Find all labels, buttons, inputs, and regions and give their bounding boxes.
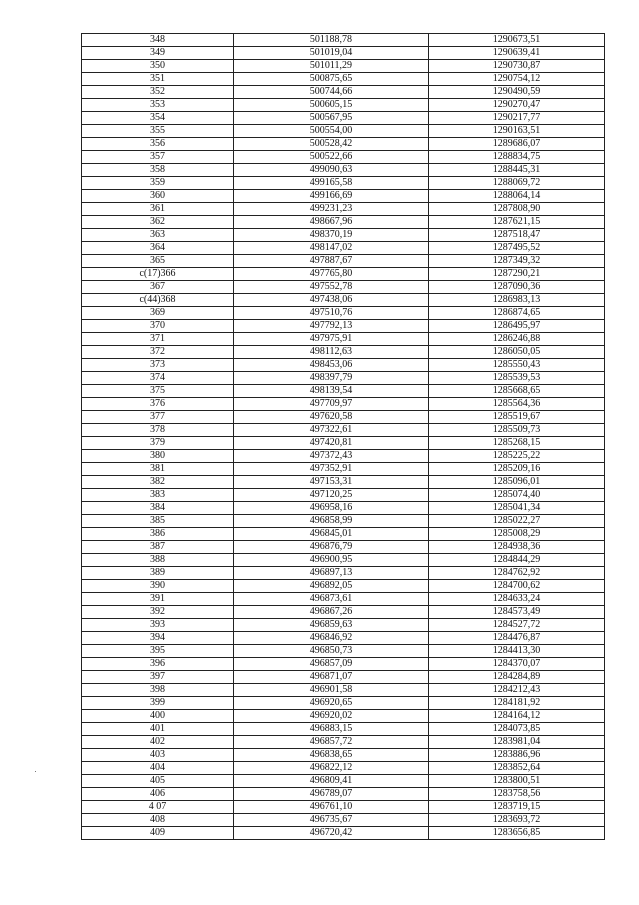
table-row [82, 658, 605, 671]
x-coordinate-cell: 496873,61 [234, 593, 429, 606]
point-number-cell: 392 [82, 606, 234, 619]
y-coordinate-cell: 1285668,65 [429, 385, 605, 398]
point-number-cell: 386 [82, 528, 234, 541]
y-coordinate-cell: 1290730,87 [429, 60, 605, 73]
point-number-cell: 354 [82, 112, 234, 125]
table-row [82, 138, 605, 151]
x-coordinate-cell: 496958,16 [234, 502, 429, 515]
table-row [82, 73, 605, 86]
table-row [82, 372, 605, 385]
y-coordinate-cell: 1284476,87 [429, 632, 605, 645]
x-coordinate-cell: 499090,63 [234, 164, 429, 177]
table-row [82, 632, 605, 645]
x-coordinate-cell: 496920,02 [234, 710, 429, 723]
point-number-cell: 370 [82, 320, 234, 333]
y-coordinate-cell: 1285509,73 [429, 424, 605, 437]
y-coordinate-cell: 1287290,21 [429, 268, 605, 281]
x-coordinate-cell: 496871,07 [234, 671, 429, 684]
table-row [82, 671, 605, 684]
y-coordinate-cell: 1288834,75 [429, 151, 605, 164]
x-coordinate-cell: 498667,96 [234, 216, 429, 229]
x-coordinate-cell: 497420,81 [234, 437, 429, 450]
y-coordinate-cell: 1286983,13 [429, 294, 605, 307]
point-number-cell: 362 [82, 216, 234, 229]
point-number-cell: 376 [82, 398, 234, 411]
y-coordinate-cell: 1283758,56 [429, 788, 605, 801]
point-number-cell: 371 [82, 333, 234, 346]
table-row [82, 788, 605, 801]
x-coordinate-cell: 498370,19 [234, 229, 429, 242]
point-number-cell: 409 [82, 827, 234, 840]
point-number-cell: 349 [82, 47, 234, 60]
table-row [82, 34, 605, 47]
table-row [82, 47, 605, 60]
point-number-cell: 405 [82, 775, 234, 788]
x-coordinate-cell: 498147,02 [234, 242, 429, 255]
point-number-cell: 4 07 [82, 801, 234, 814]
table-row [82, 385, 605, 398]
point-number-cell: 357 [82, 151, 234, 164]
table-row [82, 307, 605, 320]
y-coordinate-cell: 1285022,27 [429, 515, 605, 528]
table-row [82, 203, 605, 216]
point-number-cell: 400 [82, 710, 234, 723]
point-number-cell: 358 [82, 164, 234, 177]
y-coordinate-cell: 1283800,51 [429, 775, 605, 788]
point-number-cell: 365 [82, 255, 234, 268]
table-row [82, 229, 605, 242]
y-coordinate-cell: 1289686,07 [429, 138, 605, 151]
x-coordinate-cell: 497552,78 [234, 281, 429, 294]
table-row [82, 749, 605, 762]
table-row [82, 541, 605, 554]
y-coordinate-cell: 1284284,89 [429, 671, 605, 684]
point-number-cell: 348 [82, 34, 234, 47]
table-row [82, 359, 605, 372]
x-coordinate-cell: 498112,63 [234, 346, 429, 359]
x-coordinate-cell: 496857,09 [234, 658, 429, 671]
y-coordinate-cell: 1284762,92 [429, 567, 605, 580]
x-coordinate-cell: 497322,61 [234, 424, 429, 437]
point-number-cell: 361 [82, 203, 234, 216]
table-row [82, 502, 605, 515]
x-coordinate-cell: 500554,00 [234, 125, 429, 138]
point-number-cell: 396 [82, 658, 234, 671]
table-row [82, 814, 605, 827]
point-number-cell: 377 [82, 411, 234, 424]
y-coordinate-cell: 1284633,24 [429, 593, 605, 606]
point-number-cell: 356 [82, 138, 234, 151]
point-number-cell: 404 [82, 762, 234, 775]
coordinate-table-body [82, 34, 605, 840]
table-row [82, 242, 605, 255]
y-coordinate-cell: 1283886,96 [429, 749, 605, 762]
x-coordinate-cell: 497765,80 [234, 268, 429, 281]
y-coordinate-cell: 1283852,64 [429, 762, 605, 775]
point-number-cell: 394 [82, 632, 234, 645]
x-coordinate-cell: 501188,78 [234, 34, 429, 47]
y-coordinate-cell: 1287621,15 [429, 216, 605, 229]
coordinate-table [81, 33, 605, 840]
table-row [82, 424, 605, 437]
y-coordinate-cell: 1284212,43 [429, 684, 605, 697]
y-coordinate-cell: 1285225,22 [429, 450, 605, 463]
x-coordinate-cell: 496761,10 [234, 801, 429, 814]
table-row [82, 580, 605, 593]
x-coordinate-cell: 497510,76 [234, 307, 429, 320]
x-coordinate-cell: 496883,15 [234, 723, 429, 736]
point-number-cell: 402 [82, 736, 234, 749]
table-row [82, 411, 605, 424]
table-row [82, 554, 605, 567]
y-coordinate-cell: 1285550,43 [429, 359, 605, 372]
point-number-cell: 385 [82, 515, 234, 528]
x-coordinate-cell: 496850,73 [234, 645, 429, 658]
x-coordinate-cell: 497975,91 [234, 333, 429, 346]
y-coordinate-cell: 1284573,49 [429, 606, 605, 619]
y-coordinate-cell: 1287495,52 [429, 242, 605, 255]
y-coordinate-cell: 1287808,90 [429, 203, 605, 216]
table-row [82, 151, 605, 164]
table-row [82, 723, 605, 736]
x-coordinate-cell: 497372,43 [234, 450, 429, 463]
x-coordinate-cell: 500744,66 [234, 86, 429, 99]
point-number-cell: 374 [82, 372, 234, 385]
table-row [82, 177, 605, 190]
y-coordinate-cell: 1287349,32 [429, 255, 605, 268]
y-coordinate-cell: 1284527,72 [429, 619, 605, 632]
x-coordinate-cell: 497438,06 [234, 294, 429, 307]
y-coordinate-cell: 1284413,30 [429, 645, 605, 658]
point-number-cell: 398 [82, 684, 234, 697]
y-coordinate-cell: 1287518,47 [429, 229, 605, 242]
table-row [82, 99, 605, 112]
point-number-cell: 355 [82, 125, 234, 138]
point-number-cell: 359 [82, 177, 234, 190]
x-coordinate-cell: 496809,41 [234, 775, 429, 788]
y-coordinate-cell: 1285539,53 [429, 372, 605, 385]
y-coordinate-cell: 1290639,41 [429, 47, 605, 60]
x-coordinate-cell: 496897,13 [234, 567, 429, 580]
point-number-cell: 384 [82, 502, 234, 515]
point-number-cell: 373 [82, 359, 234, 372]
coordinate-table-sheet [81, 33, 604, 840]
x-coordinate-cell: 496838,65 [234, 749, 429, 762]
point-number-cell: 395 [82, 645, 234, 658]
point-number-cell: 380 [82, 450, 234, 463]
table-row [82, 333, 605, 346]
y-coordinate-cell: 1285074,40 [429, 489, 605, 502]
x-coordinate-cell: 500567,95 [234, 112, 429, 125]
x-coordinate-cell: 499231,23 [234, 203, 429, 216]
x-coordinate-cell: 499165,58 [234, 177, 429, 190]
x-coordinate-cell: 496822,12 [234, 762, 429, 775]
point-number-cell: 382 [82, 476, 234, 489]
y-coordinate-cell: 1285008,29 [429, 528, 605, 541]
x-coordinate-cell: 496900,95 [234, 554, 429, 567]
y-coordinate-cell: 1285209,16 [429, 463, 605, 476]
table-row [82, 801, 605, 814]
x-coordinate-cell: 497709,97 [234, 398, 429, 411]
y-coordinate-cell: 1283656,85 [429, 827, 605, 840]
table-row [82, 86, 605, 99]
table-row [82, 190, 605, 203]
table-row [82, 697, 605, 710]
point-number-cell: c(44)368 [82, 294, 234, 307]
table-row [82, 827, 605, 840]
point-number-cell: 363 [82, 229, 234, 242]
y-coordinate-cell: 1286874,65 [429, 307, 605, 320]
table-row [82, 281, 605, 294]
scan-speck [35, 771, 36, 772]
x-coordinate-cell: 496789,07 [234, 788, 429, 801]
x-coordinate-cell: 498139,54 [234, 385, 429, 398]
table-row [82, 437, 605, 450]
point-number-cell: 367 [82, 281, 234, 294]
y-coordinate-cell: 1283693,72 [429, 814, 605, 827]
table-row [82, 476, 605, 489]
x-coordinate-cell: 496845,01 [234, 528, 429, 541]
point-number-cell: 401 [82, 723, 234, 736]
point-number-cell: c(17)366 [82, 268, 234, 281]
table-row [82, 645, 605, 658]
point-number-cell: 351 [82, 73, 234, 86]
x-coordinate-cell: 501011,29 [234, 60, 429, 73]
y-coordinate-cell: 1285041,34 [429, 502, 605, 515]
x-coordinate-cell: 498453,06 [234, 359, 429, 372]
x-coordinate-cell: 501019,04 [234, 47, 429, 60]
table-row [82, 216, 605, 229]
table-row [82, 398, 605, 411]
y-coordinate-cell: 1284181,92 [429, 697, 605, 710]
table-row [82, 489, 605, 502]
table-row [82, 320, 605, 333]
point-number-cell: 408 [82, 814, 234, 827]
point-number-cell: 360 [82, 190, 234, 203]
point-number-cell: 369 [82, 307, 234, 320]
table-row [82, 593, 605, 606]
x-coordinate-cell: 500875,65 [234, 73, 429, 86]
y-coordinate-cell: 1286495,97 [429, 320, 605, 333]
y-coordinate-cell: 1287090,36 [429, 281, 605, 294]
y-coordinate-cell: 1284073,85 [429, 723, 605, 736]
point-number-cell: 406 [82, 788, 234, 801]
y-coordinate-cell: 1283981,04 [429, 736, 605, 749]
table-row [82, 567, 605, 580]
y-coordinate-cell: 1284164,12 [429, 710, 605, 723]
y-coordinate-cell: 1283719,15 [429, 801, 605, 814]
table-row [82, 255, 605, 268]
point-number-cell: 383 [82, 489, 234, 502]
x-coordinate-cell: 496720,42 [234, 827, 429, 840]
point-number-cell: 387 [82, 541, 234, 554]
y-coordinate-cell: 1290163,51 [429, 125, 605, 138]
table-row [82, 710, 605, 723]
point-number-cell: 353 [82, 99, 234, 112]
point-number-cell: 391 [82, 593, 234, 606]
table-row [82, 528, 605, 541]
x-coordinate-cell: 496892,05 [234, 580, 429, 593]
y-coordinate-cell: 1285519,67 [429, 411, 605, 424]
x-coordinate-cell: 496876,79 [234, 541, 429, 554]
y-coordinate-cell: 1285268,15 [429, 437, 605, 450]
x-coordinate-cell: 496920,65 [234, 697, 429, 710]
x-coordinate-cell: 500528,42 [234, 138, 429, 151]
table-row [82, 775, 605, 788]
point-number-cell: 375 [82, 385, 234, 398]
x-coordinate-cell: 496846,92 [234, 632, 429, 645]
point-number-cell: 390 [82, 580, 234, 593]
point-number-cell: 350 [82, 60, 234, 73]
y-coordinate-cell: 1286050,05 [429, 346, 605, 359]
x-coordinate-cell: 500522,66 [234, 151, 429, 164]
table-row [82, 606, 605, 619]
table-row [82, 268, 605, 281]
table-row [82, 125, 605, 138]
point-number-cell: 352 [82, 86, 234, 99]
y-coordinate-cell: 1284938,36 [429, 541, 605, 554]
table-row [82, 112, 605, 125]
x-coordinate-cell: 496867,26 [234, 606, 429, 619]
table-row [82, 736, 605, 749]
point-number-cell: 389 [82, 567, 234, 580]
point-number-cell: 381 [82, 463, 234, 476]
table-row [82, 619, 605, 632]
y-coordinate-cell: 1290270,47 [429, 99, 605, 112]
y-coordinate-cell: 1290217,77 [429, 112, 605, 125]
table-row [82, 463, 605, 476]
y-coordinate-cell: 1288064,14 [429, 190, 605, 203]
table-row [82, 294, 605, 307]
point-number-cell: 399 [82, 697, 234, 710]
point-number-cell: 388 [82, 554, 234, 567]
table-row [82, 450, 605, 463]
x-coordinate-cell: 497120,25 [234, 489, 429, 502]
y-coordinate-cell: 1285564,36 [429, 398, 605, 411]
table-row [82, 164, 605, 177]
x-coordinate-cell: 496858,99 [234, 515, 429, 528]
x-coordinate-cell: 497792,13 [234, 320, 429, 333]
x-coordinate-cell: 496859,63 [234, 619, 429, 632]
point-number-cell: 378 [82, 424, 234, 437]
x-coordinate-cell: 497153,31 [234, 476, 429, 489]
y-coordinate-cell: 1288445,31 [429, 164, 605, 177]
point-number-cell: 364 [82, 242, 234, 255]
y-coordinate-cell: 1285096,01 [429, 476, 605, 489]
point-number-cell: 372 [82, 346, 234, 359]
table-row [82, 762, 605, 775]
point-number-cell: 379 [82, 437, 234, 450]
point-number-cell: 397 [82, 671, 234, 684]
x-coordinate-cell: 497352,91 [234, 463, 429, 476]
y-coordinate-cell: 1290490,59 [429, 86, 605, 99]
y-coordinate-cell: 1290673,51 [429, 34, 605, 47]
x-coordinate-cell: 498397,79 [234, 372, 429, 385]
y-coordinate-cell: 1284370,07 [429, 658, 605, 671]
table-row [82, 346, 605, 359]
x-coordinate-cell: 500605,15 [234, 99, 429, 112]
x-coordinate-cell: 499166,69 [234, 190, 429, 203]
x-coordinate-cell: 496735,67 [234, 814, 429, 827]
x-coordinate-cell: 496901,58 [234, 684, 429, 697]
y-coordinate-cell: 1286246,88 [429, 333, 605, 346]
y-coordinate-cell: 1290754,12 [429, 73, 605, 86]
x-coordinate-cell: 496857,72 [234, 736, 429, 749]
point-number-cell: 393 [82, 619, 234, 632]
y-coordinate-cell: 1284844,29 [429, 554, 605, 567]
table-row [82, 515, 605, 528]
y-coordinate-cell: 1288069,72 [429, 177, 605, 190]
table-row [82, 60, 605, 73]
point-number-cell: 403 [82, 749, 234, 762]
table-row [82, 684, 605, 697]
x-coordinate-cell: 497620,58 [234, 411, 429, 424]
y-coordinate-cell: 1284700,62 [429, 580, 605, 593]
x-coordinate-cell: 497887,67 [234, 255, 429, 268]
